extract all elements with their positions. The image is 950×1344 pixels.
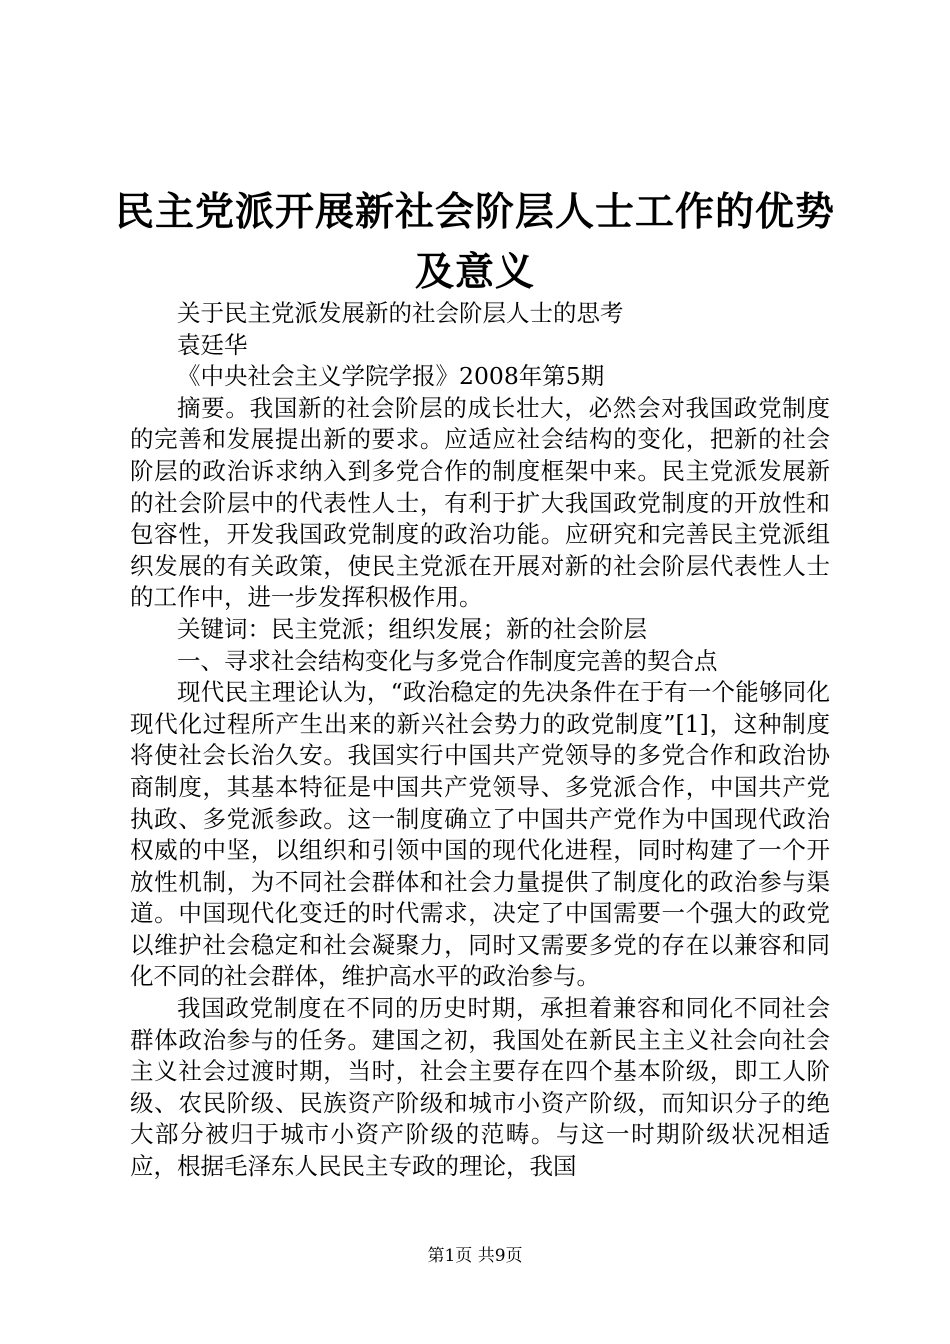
document-body	[130, 298, 830, 1183]
source-citation: 《中央社会主义学院学报》2008年第5期	[177, 362, 605, 391]
page-footer: 第1页 共9页	[427, 1246, 523, 1266]
body-paragraph: 现代民主理论认为，“政治稳定的先决条件在于有一个能够同化现代化过程所产生出来的新兴社会势力的政党制度”[1]，这种制度将使社会长治久安。我国实行中国共产党领导的多党合作和政治协商制度，其基本特征是中国共产党领导、多党派合作，中国共产党执政、多党派参政。这一制度确立了中国共产党作为中国现代政治权威的中坚，以组织和引领中国的现代化进程，同时构建了一个开放性机制，为不同社会群体和社会力量提供了制度化的政治参与渠道。中国现代化变迁的时代需求，决定了中国需要一个强大的政党以维护社会稳定和社会凝聚力，同时又需要多党的存在以兼容和同化不同的社会群体，维护高水平的政治参与。	[130, 678, 830, 991]
body-paragraph: 我国政党制度在不同的历史时期，承担着兼容和同化不同社会群体政治参与的任务。建国之初，我国处在新民主主义社会向社会主义社会过渡时期，当时，社会主要存在四个基本阶级，即工人阶级、农民阶级、民族资产阶级和城市小资产阶级，而知识分子的绝大部分被归于城市小资产阶级的范畴。与这一时期阶级状况相适应，根据毛泽东人民民主专政的理论，我国	[130, 994, 830, 1181]
author: 袁廷华	[177, 330, 248, 359]
document-title: 民主党派开展新社会阶层人士工作的优势及意义	[114, 189, 835, 295]
keywords: 关键词：民主党派；组织发展；新的社会阶层	[177, 614, 647, 643]
subtitle: 关于民主党派发展新的社会阶层人士的思考	[177, 299, 624, 327]
abstract-paragraph: 摘要。我国新的社会阶层的成长壮大，必然会对我国政党制度的完善和发展提出新的要求。应适应社会结构的变化，把新的社会阶层的政治诉求纳入到多党合作的制度框架中来。民主党派发展新的社会阶层中的代表性人士，有利于扩大我国政党制度的开放性和包容性，开发我国政党制度的政治功能。应研究和完善民主党派组织发展的有关政策，使民主党派在开展对新的社会阶层代表性人士的工作中，进一步发挥积极作用。	[130, 393, 830, 612]
section-heading: 一、寻求社会结构变化与多党合作制度完善的契合点	[177, 646, 718, 675]
